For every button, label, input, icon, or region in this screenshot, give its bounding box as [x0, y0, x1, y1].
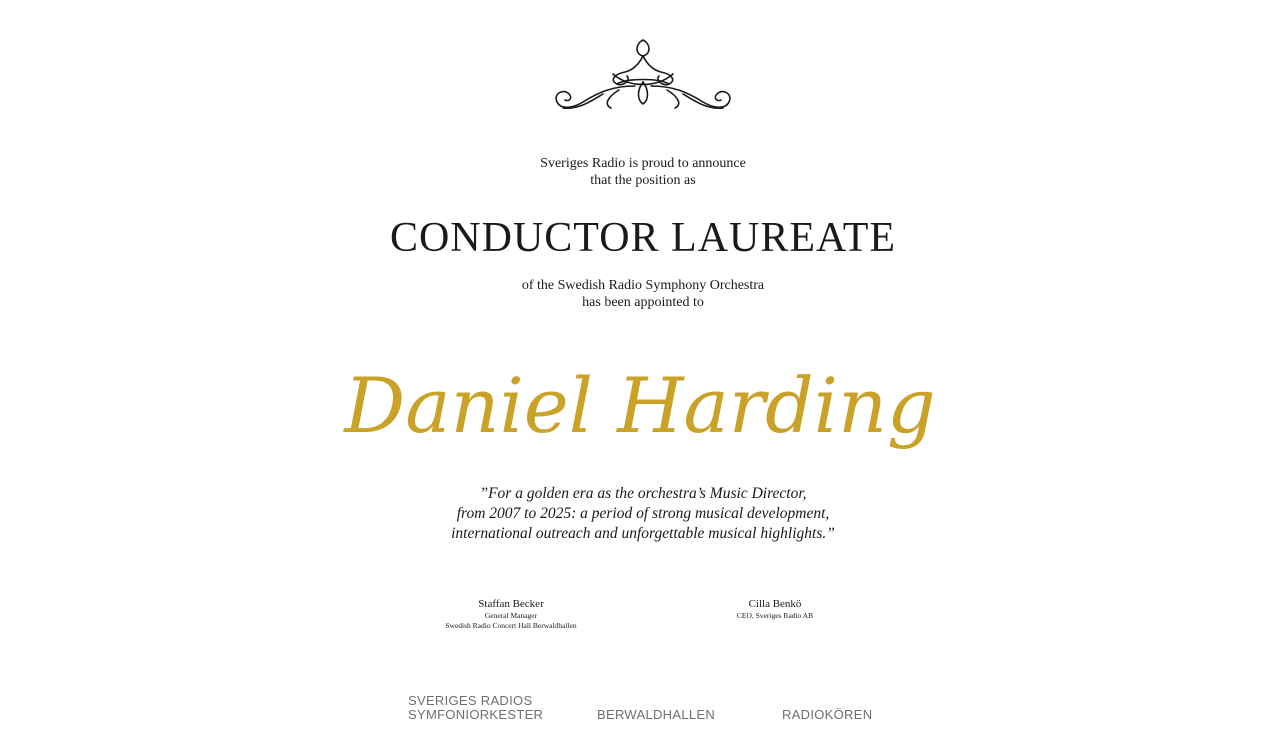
honoree-name: [344, 330, 936, 500]
signer-title: General Manager: [484, 611, 538, 620]
berwaldhallen-logo: BERWALDHALLEN: [597, 707, 716, 722]
orchestra-logo-line-1: SVERIGES RADIOS: [408, 693, 533, 708]
orchestra-logo-line-2: SYMFONIORKESTER: [408, 707, 544, 722]
signer-name: Staffan Becker: [478, 598, 544, 610]
signer-becker: [411, 598, 611, 631]
citation-quote: [0, 484, 1286, 544]
intro-line-2: that the position as: [590, 173, 696, 188]
signer-benko: [675, 598, 875, 621]
quote-line-1: ”For a golden era as the orchestra’s Music Director,: [479, 485, 807, 502]
appointment-text: [0, 277, 1286, 311]
quote-line-2: from 2007 to 2025: a period of strong musical development,: [456, 505, 830, 522]
signer-organization: Swedish Radio Concert Hall Berwaldhallen: [445, 621, 577, 630]
radiokoren-logo: RADIOKÖREN: [782, 707, 873, 722]
position-title: CONDUCTOR LAUREATE: [389, 215, 897, 261]
orchestra-logo: [408, 694, 543, 722]
intro-line-1: Sveriges Radio is proud to announce: [540, 156, 746, 171]
signer-name: Cilla Benkö: [748, 598, 802, 610]
appointed-line-1: of the Swedish Radio Symphony Orchestra: [521, 278, 765, 293]
quote-line-3: international outreach and unforgettable musical highlights.”: [451, 525, 835, 542]
announcement-intro: [0, 155, 1286, 189]
signer-title: CEO, Sveriges Radio AB: [736, 611, 814, 620]
honoree-name-text: Daniel Harding: [344, 361, 936, 450]
appointed-line-2: has been appointed to: [582, 295, 704, 310]
flourish-ornament-icon: [543, 30, 743, 130]
